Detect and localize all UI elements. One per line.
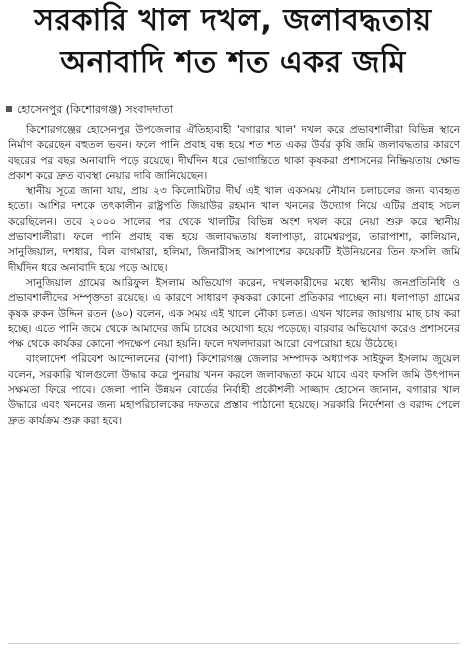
byline-text: হোসেনপুর (কিশোরগঞ্জ) সংবাদদাতা [17,103,173,116]
headline-line-1: সরকারি খাল দখল, জলাবদ্ধতায় [34,3,432,38]
byline-bullet-icon [6,106,12,112]
byline [6,103,173,117]
article-body [8,123,460,429]
headline-line-2: অনাবাদি শত শত একর জমি [60,45,406,80]
article-paragraph-3: সানুজিয়াল গ্রামের আরিফুল ইসলাম অভিযোগ করেন, দখলকারীদের মধ্যে স্থানীয় জনপ্রতিনিধি ও প্রভাবশালীদের সম্পৃক্ততা রয়েছে। এ কারণে সাধারণ কৃষকরা কোনো প্রতিকার পাচ্ছেন না। ধলাপাড়া গ্রামের কৃষক রুকন উদ্দিন রতন (৬০) বলেন, এক সময় এই খালে নৌকা চলত। এখন খালের জায়গায় মাছ চাষ করা হচ্ছে। এতে পানি জমে থেকে আমাদের জমি চাষের অযোগ্য হয়ে পড়েছে। বারবার অভিযোগ করেও প্রশাসনের পক্ষ থেকে কার্যকর কোনো পদক্ষেপ নেয়া হয়নি। ফলে দখলদাররা আরো বেপরোয়া হয়ে উঠেছে। [8,276,460,351]
article-paragraph-2: স্থানীয় সূত্রে জানা যায়, প্রায় ২৩ কিলোমিটার দীর্ঘ এই খাল একসময় নৌযান চলাচলের জন্য ব্যবহৃত হতো। আশির দশকে তৎকালীন রাষ্ট্রপতি জিয়াউর রহমান খাল খননের উদ্যোগ নিয়ে এটির প্রবাহ সচল করেছিলেন। তবে ২০০০ সালের পর থেকে খালটির বিভিন্ন অংশ দখল করে নেয়া শুরু করে স্থানীয় প্রভাবশালীরা। ফলে পানি প্রবাহ বন্ধ হয়ে জলাবদ্ধতায় ধলাপাড়া, রামেশ্বরপুর, তারাপাশা, কালিয়ান, সানুজিয়াল, দশধার, বিল বাগমারা, হলিমা, জিনারীসহ আশপাশের কয়েকটি ইউনিয়নের তিন ফসলি জমি দীর্ঘদিন ধরে অনাবাদি হয়ে পড়ে আছে। [8,185,460,274]
article-paragraph-4: বাংলাদেশ পরিবেশ আন্দোলনের (বাপা) কিশোরগঞ্জ জেলার সম্পাদক অধ্যাপক সাইফুল ইসলাম জুয়েল বলেন, সরকারি খালগুলো উদ্ধার করে পুনরায় খনন করলে জলাবদ্ধতা কমে যাবে এবং ফসলি জমি উৎপাদন সক্ষমতা ফিরে পাবে। জেলা পানি উন্নয়ন বোর্ডের নির্বাহী প্রকৌশলী সাজ্জাদ হোসেন জানান, বগারার খাল উদ্ধারে এবং খননের জন্য মহাপরিচালকের দফতরে প্রস্তাব পাঠানো হয়েছে। সরকারি নির্দেশনা ও বরাদ্দ পেলে দ্রুত কার্যক্রম শুরু করা হবে। [8,353,460,427]
headline [0,0,466,84]
bottom-divider [8,643,460,644]
article-paragraph-1: কিশোরগঞ্জের হোসেনপুর উপজেলার ঐতিহ্যবাহী 'বগারার খাল' দখল করে প্রভাবশালীরা বিভিন্ন স্থানে নির্মাণ করেছেন বহুতল ভবন। ফলে পানি প্রবাহ বন্ধ হয়ে শত শত একর উর্বর কৃষি জমি জলাবদ্ধতার কারণে বছরের পর বছর অনাবাদি পড়ে রয়েছে। দীর্ঘদিন ধরে ভোগান্তিতে থাকা কৃষকরা প্রশাসনের নিষ্ক্রিয়তায় ক্ষোভ প্রকাশ করে দ্রুত ব্যবস্থা নেয়ার দাবি জানিয়েছেন। [8,124,460,182]
